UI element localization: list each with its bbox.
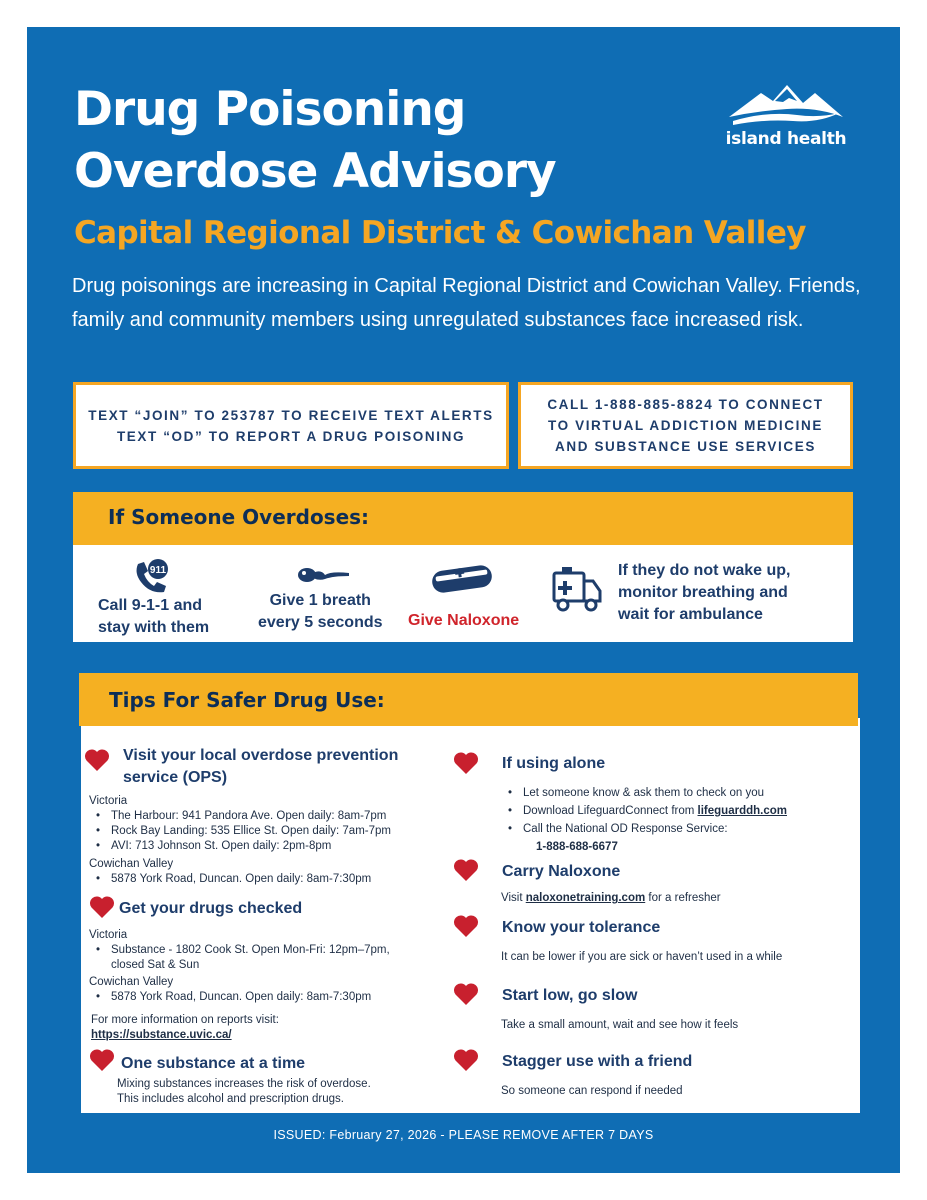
text-alert-od: TEXT “OD” TO REPORT A DRUG POISONING <box>116 428 466 444</box>
tip-ops-list <box>89 794 449 887</box>
tip-ops-title-line2: service (OPS) <box>123 769 228 786</box>
issued-footer: ISSUED: February 27, 2026 - PLEASE REMOVE AFTER 7 DAYS <box>273 1128 654 1142</box>
tip-drug-check-list <box>89 928 449 1043</box>
substance-link[interactable]: https://substance.uvic.ca/ <box>91 1029 232 1041</box>
title-line-2: Overdose Advisory <box>74 144 556 199</box>
intro-paragraph: Drug poisonings are increasing in Capital Regional District and Cowichan Valley. Friends, family and community members using unregulated substances face increased risk. <box>72 275 861 331</box>
check-site-substance <box>89 943 449 973</box>
tip-alone-list <box>501 786 841 855</box>
logo-text: island health <box>725 129 847 149</box>
heart-icon <box>89 1048 115 1072</box>
alone-item-lifeguard <box>501 804 841 819</box>
heart-icon <box>453 751 479 775</box>
check-site-substance-line1: Substance - 1802 Cook St. Open Mon-Fri: 12pm–7pm, <box>111 944 390 956</box>
step-rescue-breath <box>258 590 383 634</box>
check-site-substance-line2: closed Sat & Sun <box>111 959 200 971</box>
tip-tolerance-title: Know your tolerance <box>502 919 661 936</box>
heart-icon <box>453 1048 479 1072</box>
tip-naloxone-title: Carry Naloxone <box>502 863 621 880</box>
title-line-1: Drug Poisoning <box>74 82 466 137</box>
lifeguard-prefix: Download LifeguardConnect from <box>523 805 698 817</box>
alone-item-tell-someone: • Let someone know & ask them to check on you <box>501 786 841 801</box>
island-health-logo <box>721 79 851 149</box>
overdose-heading: If Someone Overdoses: <box>108 505 370 529</box>
step4-line2: monitor breathing and <box>618 584 788 601</box>
tip-ops-title-line1: Visit your local overdose prevention <box>123 747 399 764</box>
od-response-phone: 1-888-688-6677 <box>536 841 618 853</box>
more-info-text: For more information on reports visit: <box>91 1014 279 1026</box>
virtual-services-box <box>518 382 853 469</box>
tip-one-substance-title: One substance at a time <box>121 1055 306 1072</box>
one-substance-line2: This includes alcohol and prescription drugs. <box>117 1093 344 1105</box>
page-subtitle: Capital Regional District & Cowichan Valley <box>74 215 806 251</box>
heart-icon <box>453 982 479 1006</box>
page-title <box>74 79 556 203</box>
virtual-line-3: AND SUBSTANCE USE SERVICES <box>555 439 816 454</box>
step4-line3: wait for ambulance <box>618 606 763 623</box>
advisory-poster <box>27 27 900 1173</box>
overdose-section-header <box>73 492 853 545</box>
naloxone-suffix: for a refresher <box>645 892 721 904</box>
tip-naloxone-text <box>501 891 841 906</box>
virtual-line-1: CALL 1-888-885-8824 TO CONNECT <box>547 397 824 412</box>
ops-site-rock-bay: • Rock Bay Landing: 535 Ellice St. Open daily: 7am-7pm <box>89 824 449 839</box>
tip-stagger-text: So someone can respond if needed <box>501 1085 683 1097</box>
tips-section-header <box>79 673 858 726</box>
ops-site-york-road: • 5878 York Road, Duncan. Open daily: 8am-7:30pm <box>89 872 449 887</box>
step1-line1: Call 9-1-1 and <box>98 597 203 614</box>
tips-heading: Tips For Safer Drug Use: <box>109 688 385 712</box>
rescue-breath-icon <box>295 563 351 587</box>
ops-site-avi: • AVI: 713 Johnson St. Open daily: 2pm-8pm <box>89 839 449 854</box>
text-alerts-box <box>73 382 509 469</box>
heart-icon <box>89 895 115 919</box>
overdose-steps <box>73 545 853 642</box>
step-call-911 <box>98 595 209 639</box>
step1-line2: stay with them <box>98 619 210 636</box>
tip-start-low-text: Take a small amount, wait and see how it feels <box>501 1019 739 1031</box>
check-site-york-road: • 5878 York Road, Duncan. Open daily: 8am-7:30pm <box>89 990 449 1005</box>
phone-911-icon <box>130 558 172 598</box>
one-substance-line1: Mixing substances increases the risk of overdose. <box>117 1078 371 1090</box>
tips-section-body <box>81 718 860 1113</box>
step2-line2: every 5 seconds <box>258 614 383 631</box>
heart-icon <box>453 858 479 882</box>
step-wait-ambulance <box>618 560 790 626</box>
step2-line1: Give 1 breath <box>269 592 371 609</box>
step4-line1: If they do not wake up, <box>618 562 791 579</box>
tip-one-substance-text <box>117 1077 457 1107</box>
tip-stagger-title: Stagger use with a friend <box>502 1053 693 1070</box>
phone-badge-text: 911 <box>149 565 167 576</box>
tip-drug-check-title: Get your drugs checked <box>119 900 303 917</box>
ops-region-cowichan: Cowichan Valley <box>89 858 174 870</box>
tip-ops-title <box>123 745 398 789</box>
check-region-cowichan: Cowichan Valley <box>89 976 174 988</box>
heart-icon <box>453 914 479 938</box>
virtual-line-2: TO VIRTUAL ADDICTION MEDICINE <box>548 418 823 433</box>
ambulance-icon <box>551 565 603 613</box>
heart-icon <box>84 748 110 772</box>
text-alert-join: TEXT “JOIN” TO 253787 TO RECEIVE TEXT ALERTS <box>88 407 494 423</box>
naloxone-kit-icon <box>429 563 495 597</box>
ops-site-harbour: • The Harbour: 941 Pandora Ave. Open daily: 8am-7pm <box>89 809 449 824</box>
step-give-naloxone: Give Naloxone <box>408 612 520 629</box>
tip-tolerance-text: It can be lower if you are sick or haven’t used in a while <box>501 951 783 963</box>
lifeguard-link[interactable]: lifeguarddh.com <box>697 805 787 817</box>
tip-start-low-title: Start low, go slow <box>502 987 638 1004</box>
check-region-victoria: Victoria <box>89 929 128 941</box>
ops-region-victoria: Victoria <box>89 795 128 807</box>
mountain-logo-icon <box>727 79 845 127</box>
naloxone-prefix: Visit <box>501 892 526 904</box>
alone-item-od-response: • Call the National OD Response Service: <box>501 822 841 837</box>
naloxone-link[interactable]: naloxonetraining.com <box>525 892 646 904</box>
tip-alone-title: If using alone <box>502 755 606 772</box>
